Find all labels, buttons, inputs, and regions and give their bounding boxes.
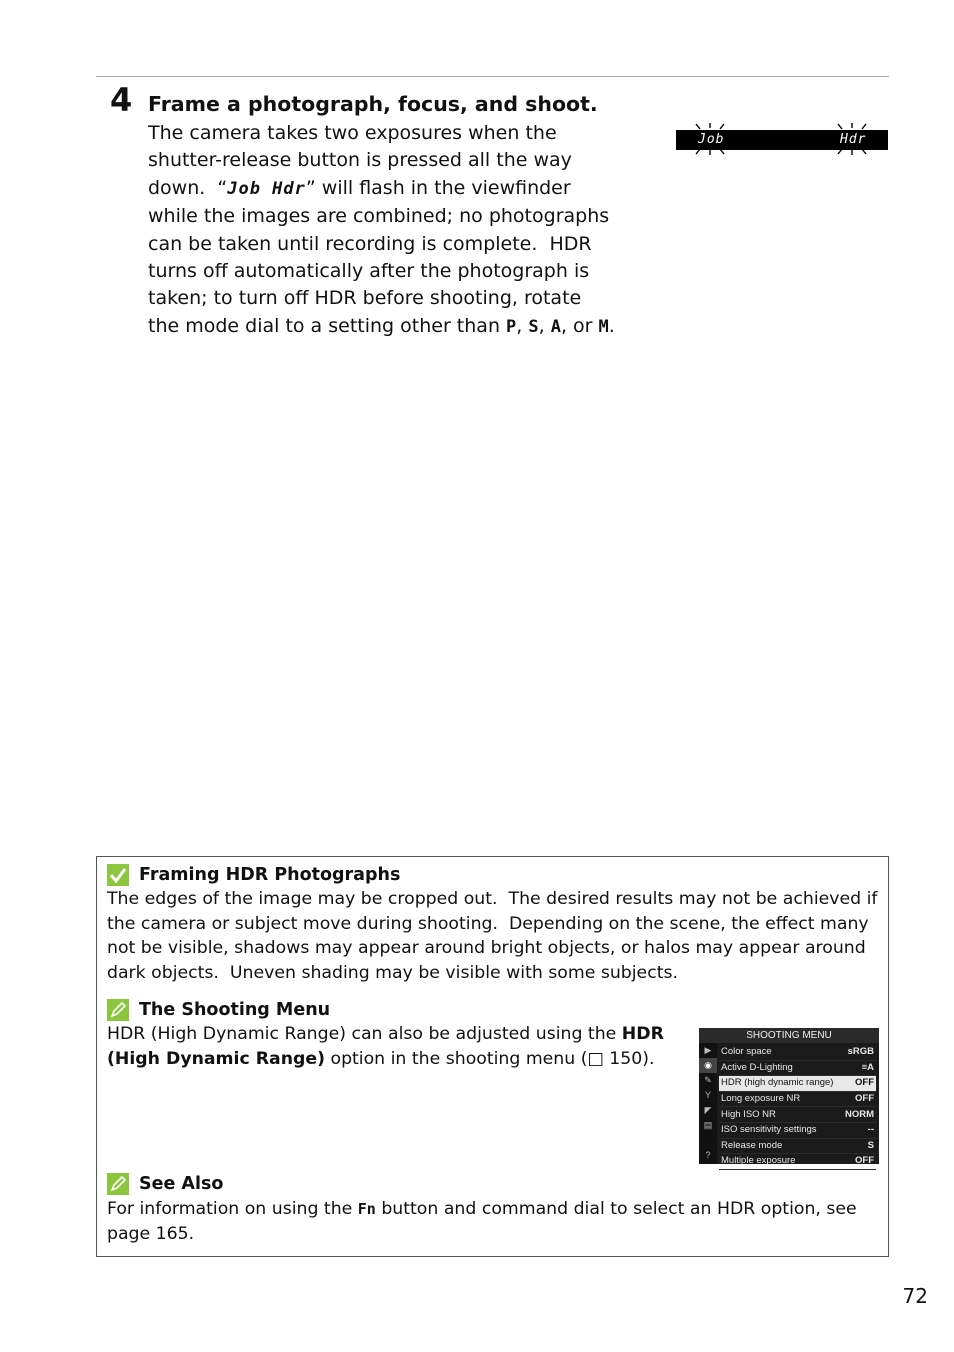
playback-icon: ▶ (704, 1045, 712, 1055)
mode-s: S (528, 316, 539, 337)
see-also-text-1: For information on using the (107, 1199, 358, 1219)
menu-row-active-d-lighting (719, 1061, 876, 1077)
menu-row-label: HDR (high dynamic range) (721, 1077, 834, 1089)
framing-heading (107, 864, 400, 886)
fn-button-label: Fn (357, 1200, 376, 1218)
wrench-icon: Y (704, 1090, 711, 1100)
shooting-menu-bold: HDR (High Dynamic Range) (107, 1024, 664, 1069)
page-number: 72 (902, 1284, 928, 1308)
blink-icon (690, 122, 730, 156)
blink-icon (832, 122, 872, 156)
menu-row-label: Multiple exposure (721, 1155, 796, 1167)
step-body (148, 120, 618, 341)
menu-row-multiple-exposure (719, 1154, 876, 1170)
menu-row-color-space (719, 1045, 876, 1061)
shooting-menu-text-3: 150). (603, 1048, 655, 1069)
menu-row-label: Active D-Lighting (721, 1061, 793, 1073)
menu-row-label: High ISO NR (721, 1108, 776, 1120)
menu-row-label: Color space (721, 1046, 772, 1058)
seg-display-text: Job Hdr (227, 178, 306, 199)
sep-2: , (538, 314, 551, 337)
menu-sidebar (699, 1043, 717, 1164)
see-also-text (107, 1197, 882, 1246)
viewfinder-right-text: Hdr (840, 132, 867, 147)
camera-icon: ◉ (699, 1058, 717, 1073)
menu-row-value: S (867, 1139, 874, 1151)
step-title: Frame a photograph, focus, and shoot. (148, 92, 598, 116)
framing-title: Framing HDR Photographs (139, 865, 401, 885)
book-icon: □ (587, 1048, 604, 1069)
menu-row-value: NORM (844, 1108, 874, 1120)
menu-row-label: ISO sensitivity settings (721, 1124, 817, 1136)
step-end: . (608, 314, 615, 337)
menu-row-iso-sensitivity (719, 1123, 876, 1139)
step-text-2: ” will flash in the viewfinder while the images are combined; no photographs can be taken until recording is complete. HDR turns off automatically after the photograph is taken; to turn off HDR before shooting, rotate the mode dial to a setting other than (148, 176, 610, 337)
help-icon: ? (705, 1150, 711, 1160)
shooting-menu-title: The Shooting Menu (139, 1000, 331, 1020)
mode-a: A (550, 316, 561, 337)
sep-3: , or (560, 314, 599, 337)
step-number: 4 (110, 81, 133, 119)
pencil-icon (107, 1173, 129, 1195)
shooting-menu-heading (107, 999, 330, 1021)
pencil-icon (107, 999, 129, 1021)
menu-row-label: Release mode (721, 1139, 783, 1151)
menu-row-value: -- (867, 1124, 874, 1136)
viewfinder-left-text: Job (698, 132, 725, 147)
check-icon (107, 864, 129, 886)
mode-m: M (598, 316, 609, 337)
framing-text: The edges of the image may be cropped out. The desired results may not be achieved if the camera or subject move during shooting. Depending on the scene, the effect many not be visible, shadows may appear around bright objects, or halos may appear around dark objects. Uneven shading may be visible with some subjects. (107, 889, 878, 983)
menu-row-label: Long exposure NR (721, 1093, 801, 1105)
see-also-text-2: button and command dial to select an HDR option, see page 165. (107, 1199, 857, 1244)
menu-rows (719, 1045, 876, 1170)
blank-icon (699, 1133, 717, 1148)
sep-1: , (516, 314, 529, 337)
menu-row-value: OFF (855, 1155, 874, 1167)
menu-row-value: OFF (855, 1093, 874, 1105)
menu-row-long-exposure-nr (719, 1092, 876, 1108)
shooting-menu-screenshot (699, 1028, 879, 1167)
shooting-menu-text-1: HDR (High Dynamic Range) can also be adjusted using the (107, 1024, 622, 1044)
shooting-menu-text (107, 1022, 667, 1071)
menu-row-value: OFF (855, 1077, 874, 1089)
menu-title: SHOOTING MENU (699, 1028, 879, 1043)
top-rule (96, 76, 889, 77)
menu-row-hdr (719, 1076, 876, 1092)
menu-row-value: sRGB (847, 1046, 874, 1058)
step-text-1: The camera takes two exposures when the shutter-release button is pressed all the way down. “ (148, 122, 572, 199)
notes-box (96, 856, 889, 1257)
mode-p: P (506, 316, 517, 337)
menu-row-release-mode (719, 1139, 876, 1155)
pencil-icon: ✎ (704, 1075, 712, 1085)
retouch-icon: ◤ (704, 1105, 712, 1115)
recent-settings-icon: ▤ (703, 1120, 713, 1130)
menu-row-value: ≡A (861, 1061, 874, 1073)
shooting-menu-text-2: option in the shooting menu ( (325, 1048, 588, 1069)
see-also-title: See Also (139, 1174, 224, 1194)
see-also-heading (107, 1173, 223, 1195)
menu-row-high-iso-nr (719, 1107, 876, 1123)
